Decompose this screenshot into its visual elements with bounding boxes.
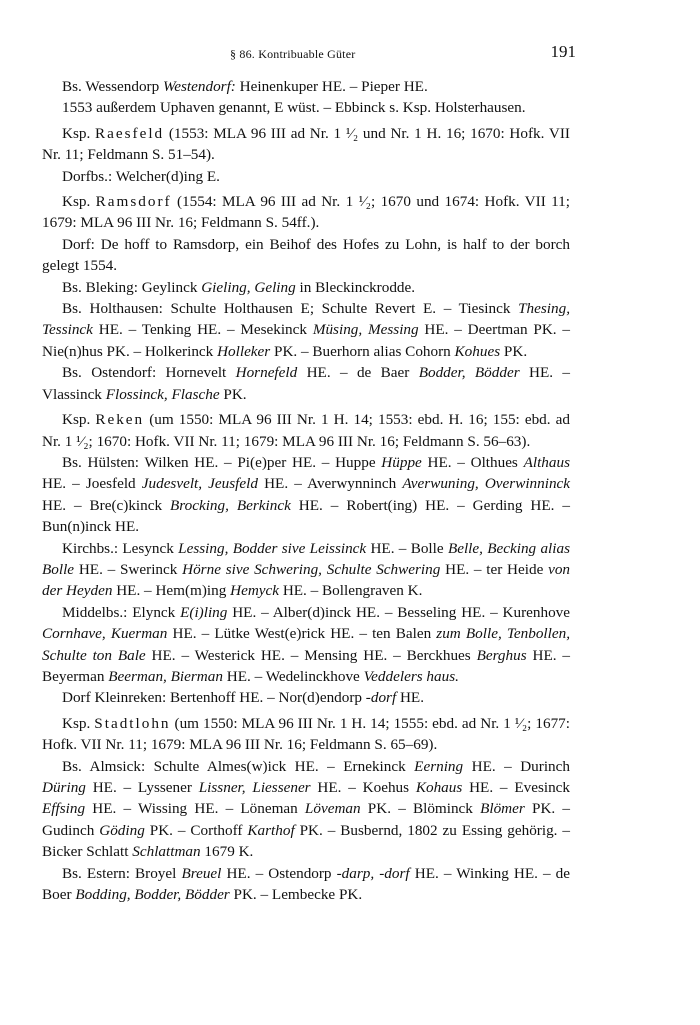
italic-variant-name: zum Bolle, Tenbollen, Schulte ton Bale [42, 625, 571, 664]
italic-variant-name: Brocking, Berkinck [170, 496, 291, 514]
paragraph-bs-ostendorf: Bs. Ostendorf: Hornevelt Hornefeld HE. – de Baer Bodder, Bödder HE. – Vlassinck Flossinck, Flasche PK. [42, 364, 570, 403]
italic-variant-name: Althaus [523, 453, 570, 471]
page-header [0, 44, 700, 64]
paragraph-ksp-stadtlohn: Ksp. Stadtlohn (um 1550: MLA 96 III Nr. 1 H. 14; 1555: ebd. ad Nr. 1 ¹⁄₂; 1677: Hofk. VII Nr. 11; 1679: MLA 96 III Nr. 16; Feldmann S. 65–69). [42, 714, 570, 754]
paragraph-dorfbs: Dorfbs.: Welcher(d)ing E. [62, 167, 220, 185]
italic-variant-name: Kohues [454, 342, 501, 360]
italic-variant-name: Thesing, Tessinck [42, 300, 570, 339]
italic-variant-name: Hemyck [230, 582, 280, 600]
italic-variant-name: Judesvelt, Jeusfeld [141, 475, 258, 493]
italic-variant-name: Hörne sive Schwering, Schulte Schwering [182, 560, 441, 578]
italic-variant-name: Blömer [480, 800, 525, 818]
paragraph-kirchbs: Kirchbs.: Lesynck Lessing, Bodder sive Leissinck HE. – Bolle Belle, Becking alias Bolle HE. – Swerinck Hörne sive Schwering, Schulte Schwering HE. – ter Heide von der Heyden HE. – Hem(m)ing Hemyck HE. – Bollengraven K. [42, 539, 571, 600]
italic-variant-name: Cornhave, Kuerman [42, 625, 168, 643]
italic-variant-name: Kohaus [415, 779, 463, 796]
paragraph-bs-estern: Bs. Estern: Broyel Breuel HE. – Ostendorp -darp, -dorf HE. – Winking HE. – de Boer Bodding, Bodder, Bödder PK. – Lembecke PK. [42, 864, 571, 904]
paragraph-ksp-raesfeld: Ksp. Raesfeld (1553: MLA 96 III ad Nr. 1 ¹⁄₂ und Nr. 1 H. 16; 1670: Hofk. VII Nr. 11; Feldmann S. 51–54). [42, 124, 570, 164]
italic-variant-name: Westendorf: [163, 78, 236, 95]
italic-variant-name: Gieling, Geling [201, 278, 296, 296]
italic-variant-name: von der Heyden [42, 560, 571, 600]
italic-variant-name: E(i)ling [180, 603, 228, 621]
italic-variant-name: Müsing, Messing [312, 321, 419, 339]
page-number: 191 [550, 42, 576, 61]
parish-name: Stadtlohn [94, 714, 171, 732]
italic-variant-name: Bodding, Bodder, Bödder [75, 886, 230, 904]
paragraph-middelbs: Middelbs.: Elynck E(i)ling HE. – Alber(d)inck HE. – Besseling HE. – Kurenhove Cornhave, Kuerman HE. – Lütke West(e)rick HE. – ten Balen zum Bolle, Tenbollen, Schulte ton Bale HE. – Westerick HE. – Mensing HE. – Berckhues Berghus HE. – Beyerman Beerman, Bierman HE. – Wedelinckhove Veddelers haus. [42, 603, 571, 685]
italic-variant-name: Beerman, Bierman [108, 667, 223, 685]
italic-variant-name: Belle, Becking alias Bolle [42, 539, 570, 578]
italic-variant-name: Düring [42, 779, 86, 796]
paragraph-bs-holthausen: Bs. Holthausen: Schulte Holthausen E; Schulte Revert E. – Tiesinck Thesing, Tessinck HE. – Tenking HE. – Mesekinck Müsing, Messing HE. – Deertman PK. – Nie(n)hus PK. – Holkerinck Holleker PK. – Buerhorn alias Cohorn Kohues PK. [42, 300, 570, 360]
italic-variant-name: Lessing, Bodder sive Leissinck [178, 539, 367, 557]
page-body [42, 76, 570, 905]
paragraph-bs-huelsten: Bs. Hülsten: Wilken HE. – Pi(e)per HE. – Huppe Hüppe HE. – Olthues Althaus HE. – Joesfeld Judesvelt, Jeusfeld HE. – Averwynninch Averwuning, Overwinninck HE. – Bre(c)kinck Brocking, Berkinck HE. – Robert(ing) HE. – Gerding HE. – Bun(n)inck HE. [42, 453, 571, 536]
italic-variant-name: Karthof [247, 821, 295, 839]
italic-variant-name: -dorf [365, 689, 397, 707]
paragraph-dorf-ramsdorp: Dorf: De hoff to Ramsdorp, ein Beihof des Hofes zu Lohn, is half to der borch gelegt 1554. [42, 235, 570, 275]
paragraph-bs-bleking: Bs. Bleking: Geylinck Gieling, Geling in Bleckinckrodde. [62, 278, 416, 296]
italic-variant-name: Veddelers haus. [363, 667, 459, 685]
paragraph-ksp-reken: Ksp. Reken (um 1550: MLA 96 III Nr. 1 H. 14; 1553: ebd. H. 16; 155: ebd. ad Nr. 1 ¹⁄₂; 1670: Hofk. VII Nr. 11; 1679: MLA 96 III Nr. 16; Feldmann S. 56–63). [42, 411, 570, 450]
italic-variant-name: Hornefeld [235, 364, 298, 382]
italic-variant-name: Effsing [42, 800, 86, 818]
italic-variant-name: Göding [99, 821, 145, 839]
parish-name: Raesfeld [95, 124, 165, 142]
paragraph-dorf-kleinreken: Dorf Kleinreken: Bertenhoff HE. – Nor(d)endorp -dorf HE. [62, 689, 425, 707]
parish-name: Ramsdorf [95, 193, 172, 211]
italic-variant-name: Lissner, Liessener [198, 779, 311, 796]
paragraph-ksp-ramsdorf: Ksp. Ramsdorf (1554: MLA 96 III ad Nr. 1 ¹⁄₂; 1670 und 1674: Hofk. VII 11; 1679: MLA 96 III Nr. 16; Feldmann S. 54ff.). [42, 193, 570, 232]
italic-variant-name: -darp, -dorf [336, 864, 410, 882]
paragraph-wessendorp: Bs. Wessendorp Westendorf: Heinenkuper HE. – Pieper HE. [62, 78, 428, 95]
italic-variant-name: Averwuning, Overwinninck [402, 475, 571, 493]
parish-name: Reken [95, 411, 145, 429]
paragraph-bs-almsick: Bs. Almsick: Schulte Almes(w)ick HE. – Ernekinck Eerning HE. – Durinch Düring HE. – Lyssener Lissner, Liessener HE. – Koehus Kohaus HE. – Evesinck Effsing HE. – Wissing HE. – Löneman Löveman PK. – Blöminck Blömer PK. – Gudinch Göding PK. – Corthoff Karthof PK. – Busbernd, 1802 zu Essing gehörig. – Bicker Schlatt Schlattman 1679 K. [42, 757, 570, 861]
running-head: § 86. Kontribuable Güter [230, 47, 356, 61]
italic-variant-name: Schlattman [132, 843, 201, 861]
italic-variant-name: Flossinck, Flasche [105, 385, 220, 403]
italic-variant-name: Bodder, Bödder [418, 364, 520, 382]
italic-variant-name: Holleker [217, 342, 271, 360]
italic-variant-name: Berghus [476, 646, 527, 664]
paragraph-1553-note: 1553 außerdem Uphaven genannt, E wüst. – Ebbinck s. Ksp. Holsterhausen. [62, 99, 526, 117]
italic-variant-name: Breuel [181, 864, 222, 882]
italic-variant-name: Eerning [414, 757, 464, 775]
italic-variant-name: Löveman [304, 800, 361, 818]
italic-variant-name: Hüppe [381, 453, 422, 471]
